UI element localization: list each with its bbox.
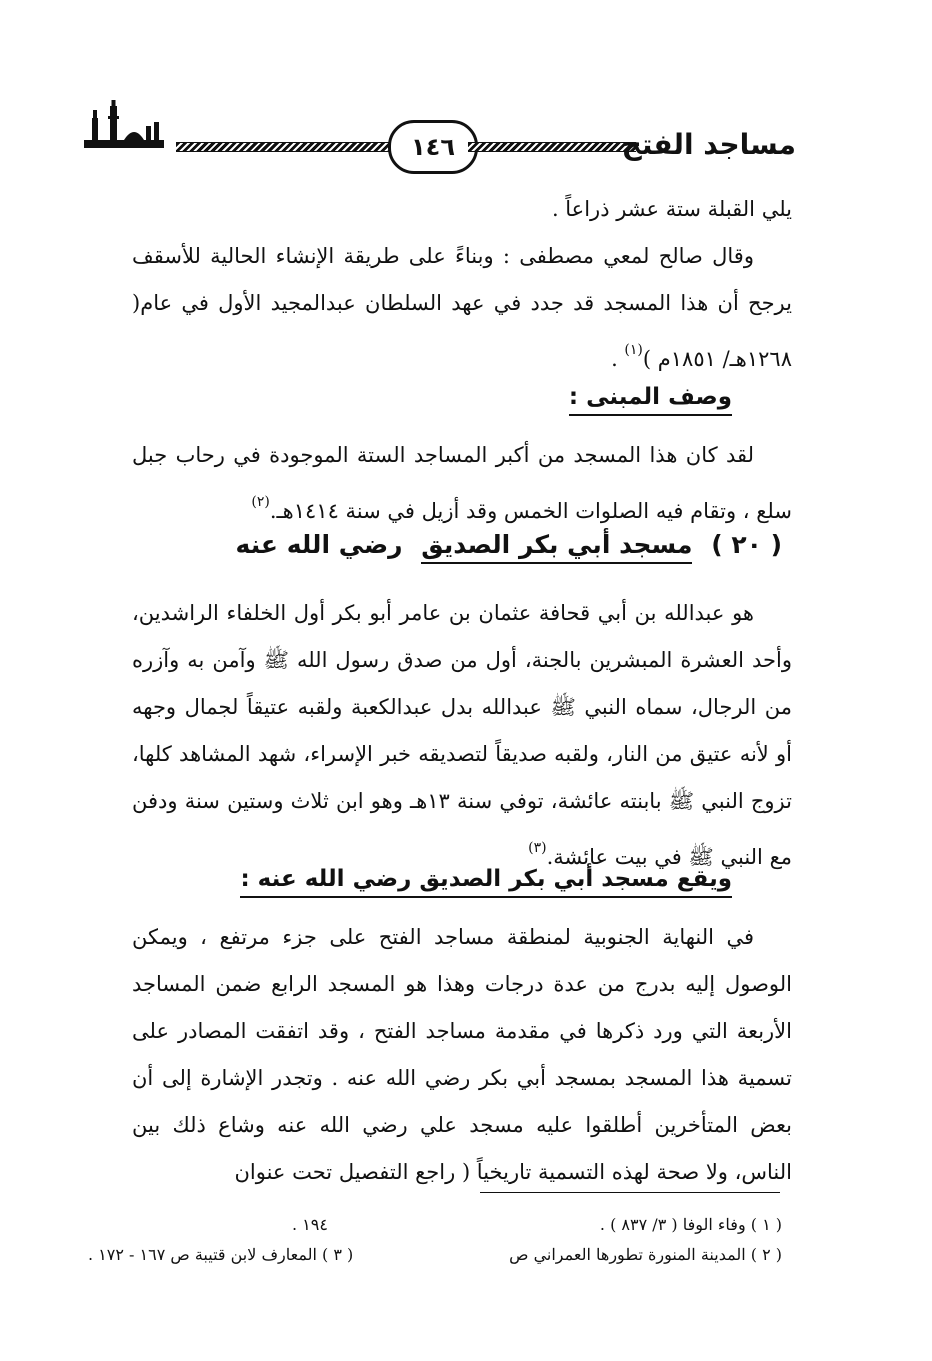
page-number-badge: [388, 120, 478, 174]
footnote-3: ( ٣ ) المعارف لابن قتيبة ص ١٦٧ - ١٧٢ .: [88, 1245, 354, 1264]
paragraph-text: [132, 432, 792, 535]
paragraph-3: [132, 432, 792, 535]
page-number: ١٤٦: [411, 133, 455, 161]
footnote-2: ( ٢ ) المدينة المنورة تطورها العمراني ص: [509, 1245, 782, 1264]
paragraph-text: [132, 590, 792, 881]
section-suffix: رضي الله عنه: [235, 530, 403, 559]
section-number: ( ٢٠ ): [711, 530, 782, 559]
footnote-2-continuation: ١٩٤ .: [292, 1215, 328, 1234]
paragraph-text: في النهاية الجنوبية لمنطقة مساجد الفتح على جزء مرتفع ، ويمكن الوصول إليه بدرج من عدة درجات وهذا هو المسجد الرابع ضمن المساجد الأربعة التي ورد ذكرها في مقدمة مساجد الفتح ، وقد اتفقت المصادر على تسمية هذا المسجد بمسجد أبي بكر رضي الله عنه . وتجدر الإشارة إلى أن بعض المتأخرين أطلقوا عليه مسجد علي رضي الله عنه وشاع ذلك بين الناس، ولا صحة لهذه التسمية تاريخياً ( راجع التفصيل تحت عنوان: [132, 925, 792, 1184]
paragraph-4: [132, 590, 792, 881]
paragraph-3-text: لقد كان هذا المسجد من أكبر المساجد الستة الموجودة في رحاب جبل سلع ، وتقام فيه الصلوات الخمس وقد أزيل في سنة ١٤١٤هـ.: [132, 443, 792, 523]
page-header: [84, 100, 796, 180]
paragraph-4-text: هو عبدالله بن أبي قحافة عثمان بن عامر أبو بكر أول الخلفاء الراشدين، وأحد العشرة المبشرين بالجنة، أول من صدق رسول الله ﷺ وآمن به وآزره من الرجال، سماه النبي ﷺ عبدالله بدل عبدالكعبة ولقبه عتيقاً لجمال وجهه أو لأنه عتيق من النار، ولقبه صديقاً لتصديقه خبر الإسراء، شهد المشاهد كلها، تزوج النبي ﷺ بابنته عائشة، توفي سنة ١٣هـ وهو ابن ثلاث وستين سنة ودفن مع النبي ﷺ في بيت عائشة.: [132, 601, 792, 869]
footnote-ref-2: (٢): [251, 494, 270, 510]
paragraph-2: [132, 233, 792, 383]
heading-location: ويقع مسجد أبي بكر الصديق رضي الله عنه :: [240, 866, 732, 898]
paragraph-text: يلي القبلة ستة عشر ذراعاً .: [551, 197, 792, 221]
header-rope-right: [468, 142, 636, 152]
paragraph-5: [132, 914, 792, 1196]
footnote-ref-1: (١): [624, 342, 643, 358]
paragraph-text: [132, 233, 792, 383]
section-heading: [236, 530, 782, 559]
footnote-1: ( ١ ) وفاء الوفا ( ٣/ ٨٣٧ ) .: [599, 1215, 782, 1234]
footnote-ref-3: (٣): [528, 840, 547, 856]
running-title: مساجد الفتح: [621, 128, 796, 161]
mosque-minaret-icon: [84, 100, 164, 160]
heading-building-description: وصف المبنى :: [569, 384, 732, 416]
header-rope-left: [176, 142, 390, 152]
section-name: مسجد أبي بكر الصديق: [421, 530, 692, 564]
paragraph-2-text: وقال صالح لمعي مصطفى : وبناءً على طريقة الإنشاء الحالية للأسقف يرجح أن هذا المسجد قد جدد في عهد السلطان عبدالمجيد الأول في عام( ١٢٦٨هـ/ ١٨٥١م ): [132, 244, 792, 371]
paragraph-1: [132, 186, 792, 233]
footnote-separator: [480, 1192, 780, 1193]
paragraph-2-end: .: [611, 347, 625, 371]
